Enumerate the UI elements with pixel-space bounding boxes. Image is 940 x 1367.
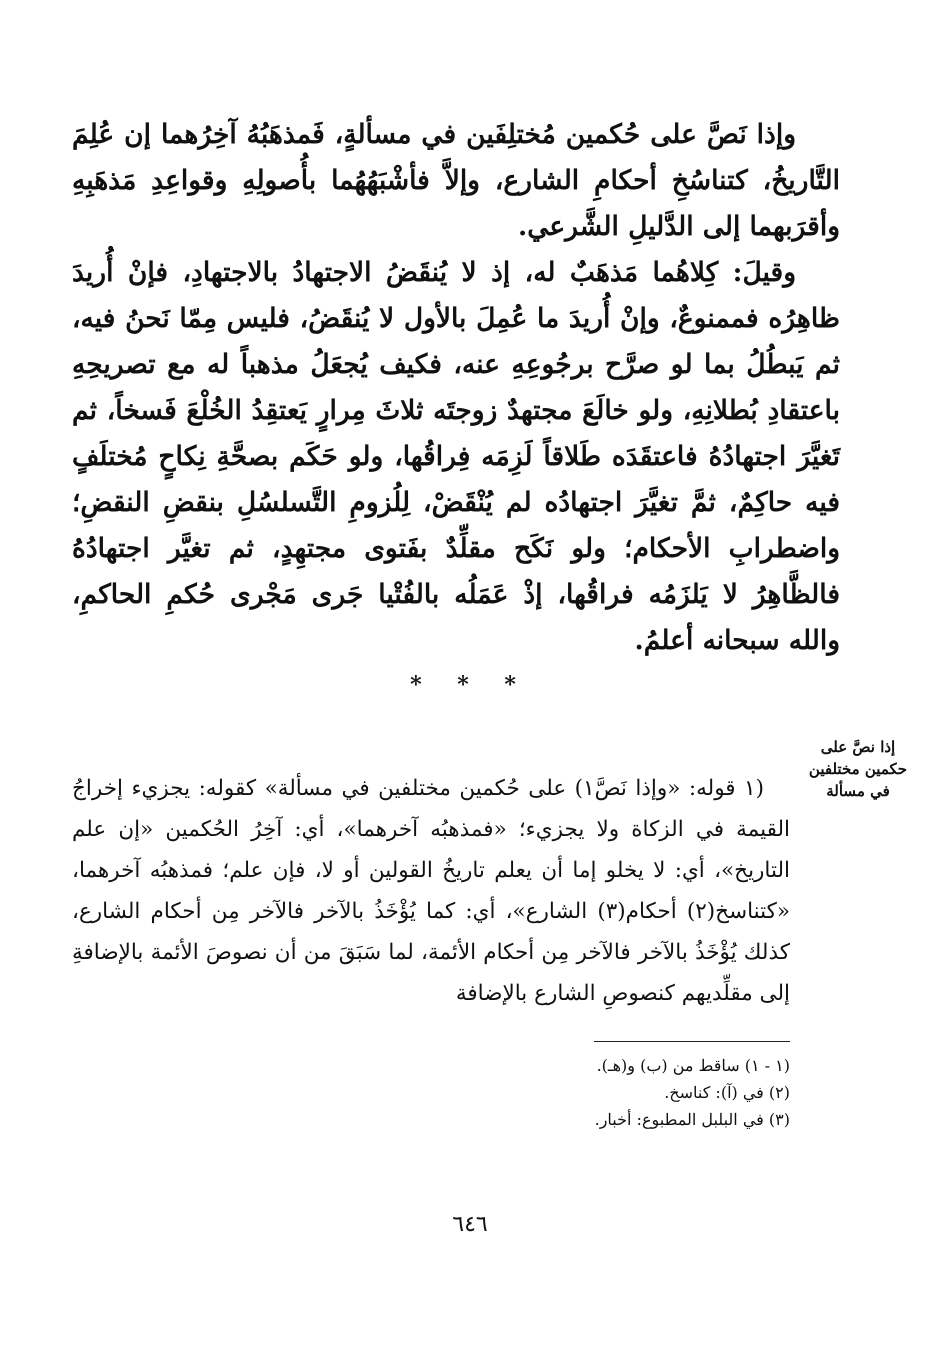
main-text [72, 112, 840, 664]
page-number: ٦٤٦ [452, 1212, 488, 1237]
footnote-divider [594, 1041, 790, 1042]
margin-note-line: حكمين مختلفين [808, 760, 908, 778]
footnote: (١ - ١) ساقط من (ب) و(هـ). [596, 1056, 790, 1075]
commentary-paragraph: (١ قوله: «وإذا نَصَّ١) على حُكمين مختلفين في مسألة» كقوله: يجزيء إخراجُ القيمة في الزكاة ولا يجزيء؛ «فمذهبُه آخرهما»، أي: آخِرُ الحُكمين «إن علم التاريخ»، أي: لا يخلو إما أن يعلم تاريخُ القولين أو لا، فإن علم؛ فمذهبُه آخرهما، «كتناسخ(٢) أحكام(٣) الشارع»، أي: كما يُؤْخَذُ بالآخر فالآخر مِن أحكام الشارع، كذلك يُؤْخَذُ بالآخر فالآخر مِن أحكام الأئمة، لما سَبَقَ من أن نصوصَ الأئمة بالإضافةِ إلى مقلِّديهم كنصوصِ الشارع بالإضافة [72, 776, 790, 1006]
commentary-text [72, 768, 790, 1014]
margin-note-line: في مسألة [826, 782, 890, 800]
margin-note-line: إذا نصَّ على [820, 738, 896, 756]
section-separator: * * * [410, 672, 530, 698]
footnote: (٣) في البلبل المطبوع: أخبار. [594, 1110, 790, 1129]
footnote: (٢) في (آ): كناسخ. [664, 1083, 790, 1102]
margin-note [806, 736, 910, 802]
main-paragraph-1: وإذا نَصَّ على حُكمين مُختلِفَين في مسألةٍ، فَمذهَبُهُ آخِرُهما إن عُلِمَ التَّاريخُ، كتناسُخِ أحكامِ الشارع، وإلاَّ فأشْبَهُهُما بأُصولِهِ وقواعِدِ مَذهَبِهِ وأقرَبهما إلى الدَّليلِ الشَّرعي. [72, 119, 840, 242]
footnotes [450, 1052, 790, 1133]
main-paragraph-2: وقيلَ: كِلاهُما مَذهَبٌ له، إذ لا يُنقَضُ الاجتهادُ بالاجتهادِ، فإنْ أُريدَ ظاهِرُه فممنوعٌ، وإنْ أُريدَ ما عُمِلَ بالأول لا يُنقَضُ، فليس مِمّا نَحنُ فيه، ثم يَبطُلُ بما لو صرَّح برجُوعِهِ عنه، فكيف يُجعَلُ مذهباً له مع تصريحِهِ باعتقادِ بُطلانِهِ، ولو خالَعَ مجتهدٌ زوجتَه ثلاثَ مِرارٍ يَعتقِدُ الخُلْعَ فَسخاً، ثم تَغيَّرَ اجتهادُهُ فاعتقَدَه طَلاقاً لَزِمَه فِراقُها، ولو حَكَم بصحَّةِ نِكاحٍ مُختلَفٍ فيه حاكِمٌ، ثمَّ تغيَّرَ اجتهادُه لم يُنْقَضْ، لِلُزومِ التَّسلسُلِ بنقضِ النقضِ؛ واضطرابِ الأحكام؛ ولو نَكَح مقلِّدٌ بفَتوى مجتهِدٍ، ثم تغيَّر اجتهادُهُ فالظَّاهِرُ لا يَلزَمُه فراقُها، إذْ عَمَلُه بالفُتْيا جَرى مَجْرى حُكمِ الحاكمِ، والله سبحانه أعلمُ. [72, 257, 840, 656]
